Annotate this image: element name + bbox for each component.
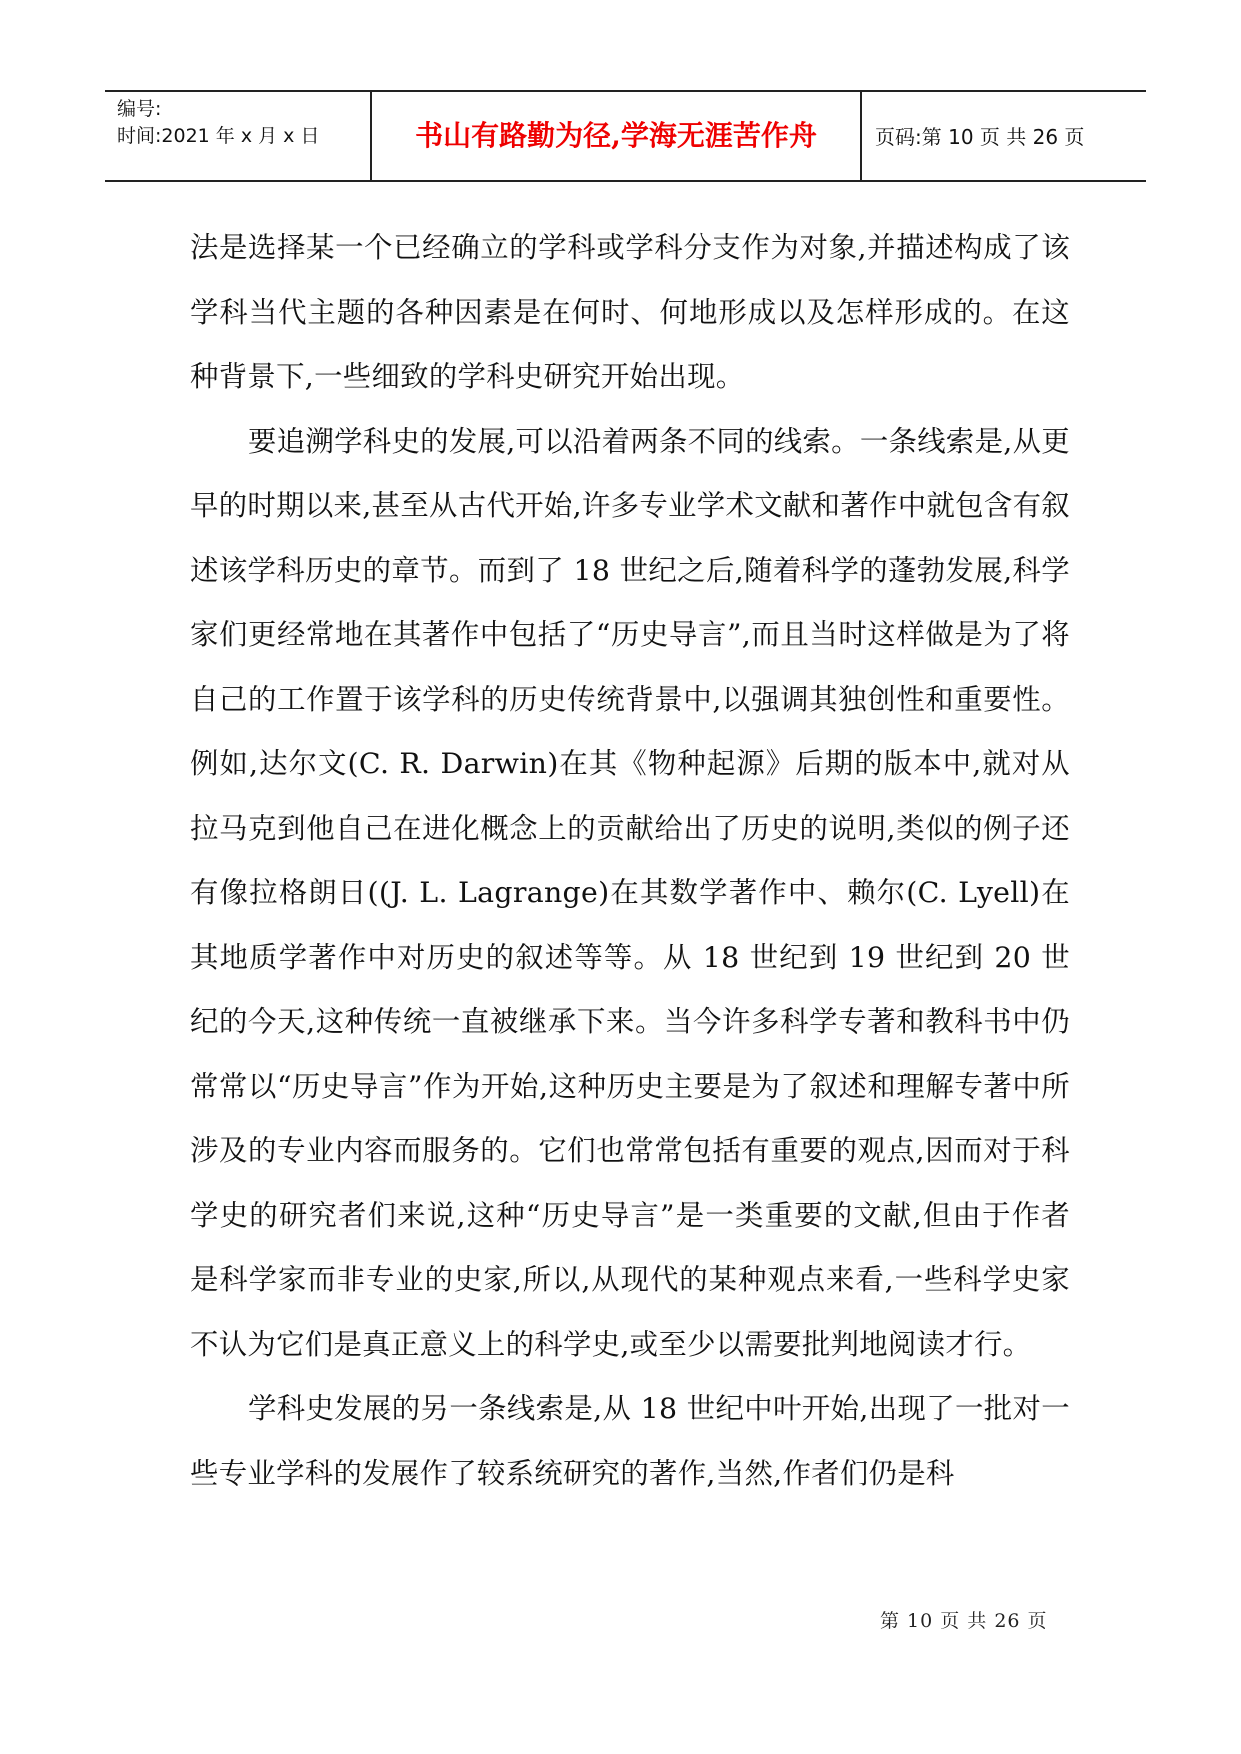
header-divider	[860, 92, 862, 182]
header-meta	[117, 96, 367, 150]
document-time-label: 时间:2021 年 x 月 x 日	[117, 125, 320, 147]
page-header	[105, 90, 1146, 182]
header-motto: 书山有路勤为径,学海无涯苦作舟	[415, 119, 817, 152]
body-paragraph: 要追溯学科史的发展,可以沿着两条不同的线索。一条线索是,从更早的时期以来,甚至从古代开始,许多专业学术文献和著作中就包含有叙述该学科历史的章节。而到了 18 世纪之后,随着科学的蓬勃发展,科学家们更经常地在其著作中包括了“历史导言”,而且当时这样做是为了将自己的工作置于该学科的历史传统背景中,以强调其独创性和重要性。例如,达尔文(C. R. Darwin)在其《物种起源》后期的版本中,就对从拉马克到他自己在进化概念上的贡献给出了历史的说明,类似的例子还有像拉格朗日((J. L. Lagrange)在其数学著作中、赖尔(C. Lyell)在其地质学著作中对历史的叙述等等。从 18 世纪到 19 世纪到 20 世纪的今天,这种传统一直被继承下来。当今许多科学专著和教科书中仍常常以“历史导言”作为开始,这种历史主要是为了叙述和理解专著中所涉及的专业内容而服务的。它们也常常包括有重要的观点,因而对于科学史的研究者们来说,这种“历史导言”是一类重要的文献,但由于作者是科学家而非专业的史家,所以,从现代的某种观点来看,一些科学史家不认为它们是真正意义上的科学史,或至少以需要批判地阅读才行。	[190, 424, 1070, 1361]
body-paragraph: 学科史发展的另一条线索是,从 18 世纪中叶开始,出现了一批对一些专业学科的发展作了较系统研究的著作,当然,作者们仍是科	[190, 1392, 1070, 1490]
page-footer: 第 10 页 共 26 页	[880, 1610, 1048, 1632]
document-body	[190, 216, 1070, 1506]
document-number-label: 编号:	[117, 98, 162, 120]
header-page-number: 页码:第 10 页 共 26 页	[875, 125, 1085, 149]
body-paragraph: 法是选择某一个已经确立的学科或学科分支作为对象,并描述构成了该学科当代主题的各种因素是在何时、何地形成以及怎样形成的。在这种背景下,一些细致的学科史研究开始出现。	[190, 231, 1070, 393]
